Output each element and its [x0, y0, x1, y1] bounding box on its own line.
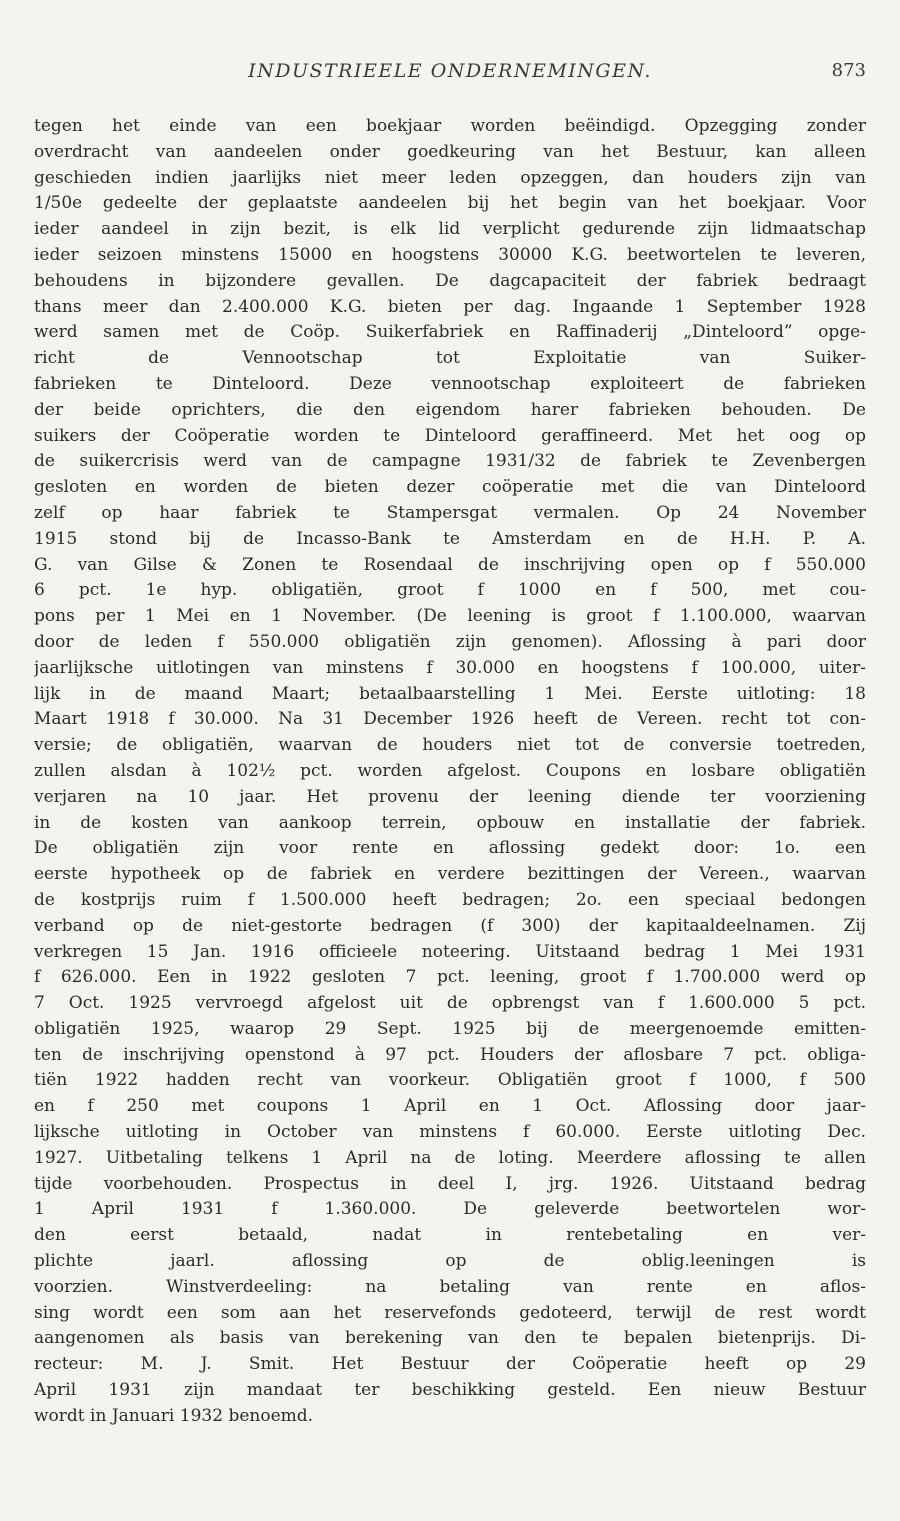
text-line: en f 250 met coupons 1 April en 1 Oct. Aflossing door jaar-: [34, 1096, 866, 1117]
text-line: aangenomen als basis van berekening van den te bepalen bietenprijs. Di-: [34, 1328, 866, 1349]
text-line: de suikercrisis werd van de campagne 1931/32 de fabriek te Zevenbergen: [34, 451, 866, 472]
text-line: de kostprijs ruim f 1.500.000 heeft bedragen; 2o. een speciaal bedongen: [34, 889, 866, 910]
text-line: zelf op haar fabriek te Stampersgat vermalen. Op 24 November: [34, 502, 866, 523]
text-line: werd samen met de Coöp. Suikerfabriek en Raffinaderij „Dinteloord” opge-: [34, 322, 866, 343]
text-line: 1915 stond bij de Incasso-Bank te Amsterdam en de H.H. P. A.: [34, 528, 866, 549]
text-line: lijk in de maand Maart; betaalbaarstelling 1 Mei. Eerste uitloting: 18: [34, 683, 866, 704]
text-line: tegen het einde van een boekjaar worden beëindigd. Opzegging zonder: [34, 116, 866, 136]
text-line: in de kosten van aankoop terrein, opbouw en installatie der fabriek.: [34, 812, 866, 833]
text-line: Maart 1918 f 30.000. Na 31 December 1926 heeft de Vereen. recht tot con-: [34, 709, 866, 730]
text-line: den eerst betaald, nadat in rentebetaling en ver-: [34, 1225, 866, 1246]
text-line: fabrieken te Dinteloord. Deze vennootschap exploiteert de fabrieken: [34, 373, 866, 394]
text-line: ieder seizoen minstens 15000 en hoogstens 30000 K.G. beetwortelen te leveren,: [34, 244, 866, 265]
text-line: pons per 1 Mei en 1 November. (De leening is groot f 1.100.000, waarvan: [34, 606, 866, 627]
text-line: 6 pct. 1e hyp. obligatiën, groot f 1000 en f 500, met cou-: [34, 580, 866, 601]
page-number: 873: [831, 60, 866, 81]
page-header: [34, 60, 866, 90]
text-line: verband op de niet-gestorte bedragen (f 300) der kapitaaldeelnamen. Zij: [34, 915, 866, 936]
text-line: 1/50e gedeelte der geplaatste aandeelen bij het begin van het boekjaar. Voor: [34, 193, 866, 214]
text-line: tiën 1922 hadden recht van voorkeur. Obligatiën groot f 1000, f 500: [34, 1070, 866, 1091]
text-line: verkregen 15 Jan. 1916 officieele noteering. Uitstaand bedrag 1 Mei 1931: [34, 941, 866, 962]
text-line: der beide oprichters, die den eigendom harer fabrieken behouden. De: [34, 399, 866, 420]
text-line: thans meer dan 2.400.000 K.G. bieten per dag. Ingaande 1 September 1928: [34, 296, 866, 317]
text-line: ieder aandeel in zijn bezit, is elk lid verplicht gedurende zijn lidmaatschap: [34, 219, 866, 240]
text-line: verjaren na 10 jaar. Het provenu der leening diende ter voorziening: [34, 786, 866, 807]
text-line: eerste hypotheek op de fabriek en verdere bezittingen der Vereen., waarvan: [34, 864, 866, 885]
text-line: tijde voorbehouden. Prospectus in deel I, jrg. 1926. Uitstaand bedrag: [34, 1173, 866, 1194]
text-line: door de leden f 550.000 obligatiën zijn genomen). Aflossing à pari door: [34, 631, 866, 652]
text-line: jaarlijksche uitlotingen van minstens f 30.000 en hoogstens f 100.000, uiter-: [34, 657, 866, 678]
text-line: 1 April 1931 f 1.360.000. De geleverde beetwortelen wor-: [34, 1199, 866, 1220]
text-line: voorzien. Winstverdeeling: na betaling van rente en aflos-: [34, 1276, 866, 1297]
body-text: [34, 114, 866, 1430]
text-line: gesloten en worden de bieten dezer coöperatie met die van Dinteloord: [34, 477, 866, 498]
text-line: f 626.000. Een in 1922 gesloten 7 pct. leening, groot f 1.700.000 werd op: [34, 967, 866, 988]
text-line: April 1931 zijn mandaat ter beschikking gesteld. Een nieuw Bestuur: [34, 1380, 866, 1401]
text-line: wordt in Januari 1932 benoemd.: [34, 1405, 314, 1426]
text-line: G. van Gilse & Zonen te Rosendaal de inschrijving open op f 550.000: [34, 554, 866, 575]
text-line: obligatiën 1925, waarop 29 Sept. 1925 bij de meergenoemde emitten-: [34, 1018, 866, 1039]
text-line: recteur: M. J. Smit. Het Bestuur der Coöperatie heeft op 29: [34, 1354, 866, 1375]
running-title: INDUSTRIEELE ONDERNEMINGEN.: [248, 60, 652, 82]
text-line: behoudens in bijzondere gevallen. De dagcapaciteit der fabriek bedraagt: [34, 270, 866, 291]
text-line: lijksche uitloting in October van minstens f 60.000. Eerste uitloting Dec.: [34, 1122, 866, 1143]
text-line: De obligatiën zijn voor rente en aflossing gedekt door: 1o. een: [34, 838, 866, 859]
text-line: 7 Oct. 1925 vervroegd afgelost uit de opbrengst van f 1.600.000 5 pct.: [34, 993, 866, 1014]
text-line: sing wordt een som aan het reservefonds gedoteerd, terwijl de rest wordt: [34, 1302, 866, 1323]
text-line: versie; de obligatiën, waarvan de houders niet tot de conversie toetreden,: [34, 735, 866, 756]
text-line: suikers der Coöperatie worden te Dinteloord geraffineerd. Met het oog op: [34, 425, 866, 446]
text-line: plichte jaarl. aflossing op de oblig.leeningen is: [34, 1251, 866, 1272]
text-line: ten de inschrijving openstond à 97 pct. Houders der aflosbare 7 pct. obliga-: [34, 1044, 866, 1065]
text-line: 1927. Uitbetaling telkens 1 April na de loting. Meerdere aflossing te allen: [34, 1147, 866, 1168]
text-line: zullen alsdan à 102½ pct. worden afgelost. Coupons en losbare obligatiën: [34, 760, 866, 781]
text-line: geschieden indien jaarlijks niet meer leden opzeggen, dan houders zijn van: [34, 167, 866, 188]
text-line: overdracht van aandeelen onder goedkeuring van het Bestuur, kan alleen: [34, 141, 866, 162]
text-line: richt de Vennootschap tot Exploitatie van Suiker-: [34, 348, 866, 369]
